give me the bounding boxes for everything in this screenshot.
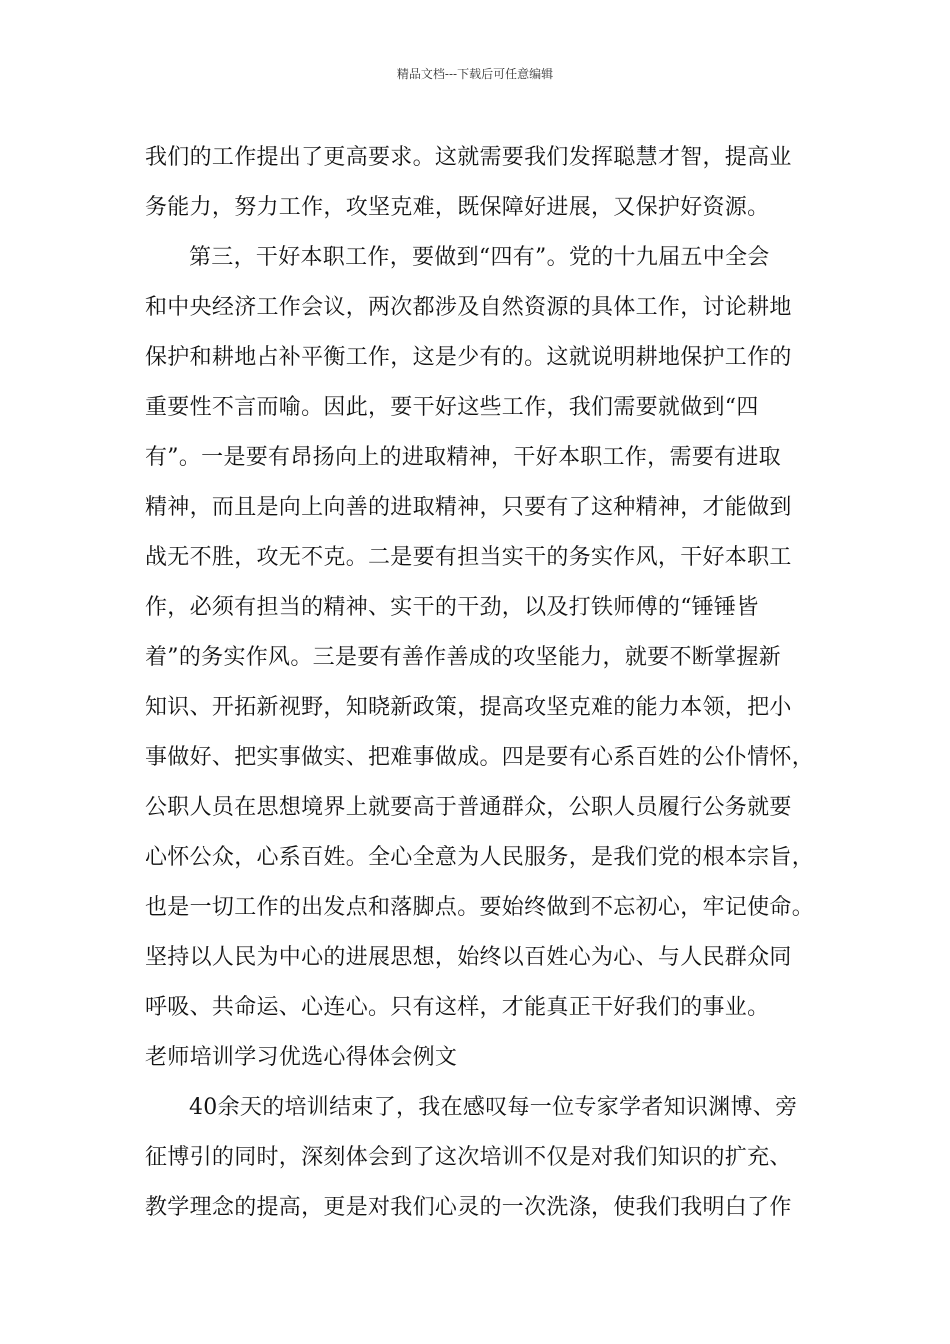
text-line: 作，必须有担当的精神、实干的干劲，以及打铁师傅的“锤锤皆 xyxy=(145,595,759,620)
text-line: 坚持以人民为中心的进展思想，始终以百姓心为心、与人民群众同 xyxy=(145,945,792,970)
document-body xyxy=(145,133,820,1233)
text-line: 保护和耕地占补平衡工作，这是少有的。这就说明耕地保护工作的 xyxy=(145,345,792,370)
text-line: 和中央经济工作会议，两次都涉及自然资源的具体工作，讨论耕地 xyxy=(145,295,792,320)
text-line: 呼吸、共命运、心连心。只有这样，才能真正干好我们的事业。 xyxy=(145,995,770,1020)
text-line: 事做好、把实事做实、把难事做成。四是要有心系百姓的公仆情怀， xyxy=(145,745,815,770)
text-line: 也是一切工作的出发点和落脚点。要始终做到不忘初心，牢记使命。 xyxy=(145,895,815,920)
text-line: 心怀公众，心系百姓。全心全意为人民服务，是我们党的根本宗旨， xyxy=(145,845,815,870)
paragraph-start-line: 40余天的培训结束了，我在感叹每一位专家学者知识渊博、旁 xyxy=(189,1095,798,1120)
text-line: 战无不胜，攻无不克。二是要有担当实干的务实作风，干好本职工 xyxy=(145,545,792,570)
text-line: 务能力，努力工作，攻坚克难，既保障好进展，又保护好资源。 xyxy=(145,195,770,220)
text-line: 我们的工作提出了更高要求。这就需要我们发挥聪慧才智，提高业 xyxy=(145,145,792,170)
text-line: 教学理念的提高，更是对我们心灵的一次洗涤，使我们我明白了作 xyxy=(145,1195,792,1220)
section-title: 老师培训学习优选心得体会例文 xyxy=(145,1045,458,1070)
text-line: 精神，而且是向上向善的进取精神，只要有了这种精神，才能做到 xyxy=(145,495,792,520)
text-line: 着”的务实作风。三是要有善作善成的攻坚能力，就要不断掌握新 xyxy=(145,645,781,670)
text-line: 有”。一是要有昂扬向上的进取精神，干好本职工作，需要有进取 xyxy=(145,445,781,470)
text-line: 征博引的同时，深刻体会到了这次培训不仅是对我们知识的扩充、 xyxy=(145,1145,792,1170)
page-header: 精品文档---下载后可任意编辑 xyxy=(396,67,554,81)
text-line: 重要性不言而喻。因此，要干好这些工作，我们需要就做到“四 xyxy=(145,395,759,420)
paragraph-start-line: 第三，干好本职工作，要做到“四有”。党的十九届五中全会 xyxy=(189,245,770,270)
text-line: 公职人员在思想境界上就要高于普通群众，公职人员履行公务就要 xyxy=(145,795,792,820)
text-line: 知识、开拓新视野，知晓新政策，提高攻坚克难的能力本领，把小 xyxy=(145,695,792,720)
